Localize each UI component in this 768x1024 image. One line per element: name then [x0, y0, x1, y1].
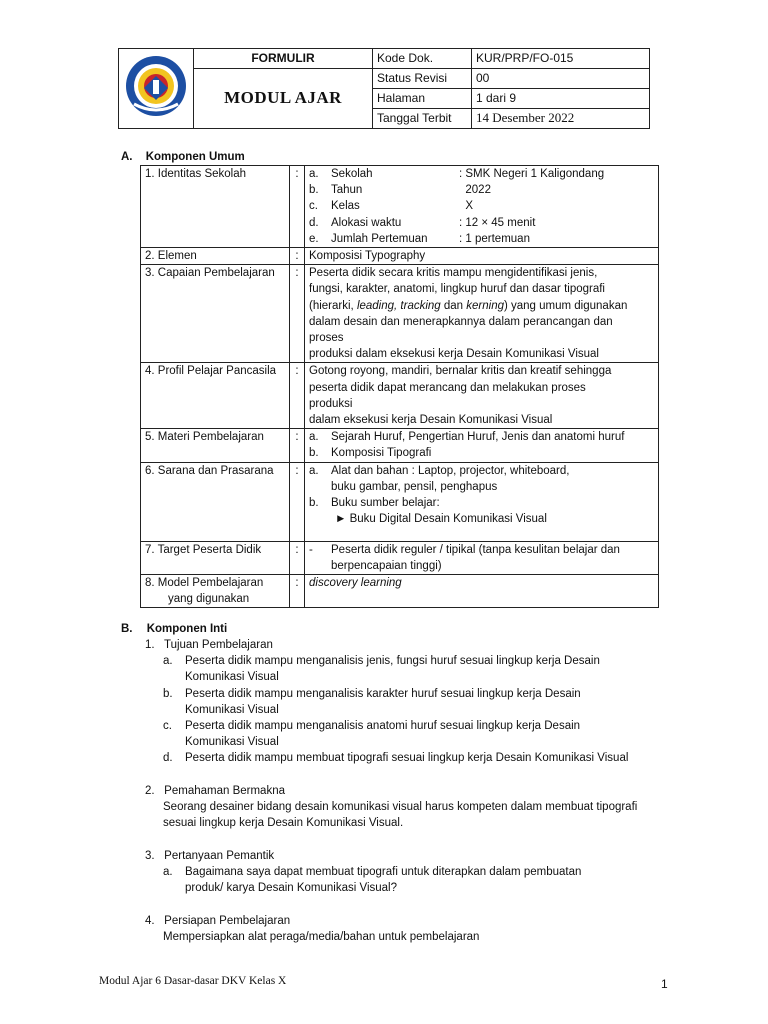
- list-item: b. Tahun 2022: [309, 184, 491, 197]
- list-item: Komunikasi Visual: [185, 703, 279, 716]
- pemahaman-title: 2. Pemahaman Bermakna: [145, 785, 285, 797]
- colon: :: [290, 265, 305, 363]
- table-row: [141, 265, 659, 363]
- list-item: d. Alokasi waktu : 12 × 45 menit: [309, 216, 536, 229]
- capaian-value: Peserta didik secara kritis mampu mengidentifikasi jenis, fungsi, karakter, anatomi, lingkup huruf dan dasar tipografi (hierarki, leading, tracking dan kerning) yang umum digunakan dalam desain dan menerapkannya dalam perancangan dan proses produksi dalam eksekusi kerja Desain Komunikasi Visual: [305, 265, 659, 363]
- table-row: [141, 363, 659, 429]
- target-value: - Peserta didik reguler / tipikal (tanpa kesulitan belajar dan berpencapaian tinggi): [305, 541, 659, 574]
- model-label: 8. Model Pembelajaran yang digunakan: [141, 575, 290, 608]
- list-item: Komunikasi Visual: [185, 736, 279, 749]
- materi-value: [305, 429, 659, 462]
- doc-code-key: Kode Dok.: [373, 49, 472, 69]
- identitas-label: 1. Identitas Sekolah: [141, 166, 290, 248]
- list-item: e. Jumlah Pertemuan : 1 pertemuan: [309, 232, 530, 245]
- capaian-label: 3. Capaian Pembelajaran: [141, 265, 290, 363]
- identitas-values: [305, 166, 659, 248]
- persiapan-line: Mempersiapkan alat peraga/media/bahan untuk pembelajaran: [163, 931, 480, 944]
- tujuan-title: 1. Tujuan Pembelajaran: [145, 639, 273, 651]
- list-item: a. Bagaimana saya dapat membuat tipografi untuk diterapkan dalam pembuatan: [163, 866, 582, 879]
- table-row: [141, 575, 659, 608]
- status-revisi-value: 00: [472, 69, 650, 89]
- sarana-label: 6. Sarana dan Prasarana: [141, 462, 290, 541]
- logo-cell: [119, 49, 194, 129]
- doc-code-value: KUR/PRP/FO-015: [472, 49, 650, 69]
- colon: :: [290, 166, 305, 248]
- section-b-title: Komponen Inti: [146, 623, 228, 635]
- komponen-umum-table: [140, 165, 659, 608]
- list-item: a. Peserta didik mampu menganalisis jenis, fungsi huruf sesuai lingkup kerja Desain: [163, 655, 600, 668]
- table-row: [141, 248, 659, 265]
- list-item: Komunikasi Visual: [185, 671, 279, 684]
- table-row: [141, 462, 659, 541]
- colon: :: [290, 575, 305, 608]
- footer-text: Modul Ajar 6 Dasar-dasar DKV Kelas X: [99, 975, 287, 987]
- pemahaman-bermakna: [145, 783, 665, 832]
- section-b-letter: B.: [121, 623, 133, 635]
- pertanyaan-title: 3. Pertanyaan Pemantik: [145, 850, 275, 862]
- colon: :: [290, 541, 305, 574]
- persiapan-title: 4. Persiapan Pembelajaran: [145, 915, 291, 927]
- list-item: d. Peserta didik mampu membuat tipografi sesuai lingkup kerja Desain Komunikasi Visual: [163, 752, 629, 765]
- pemahaman-line: Seorang desainer bidang desain komunikasi visual harus kompeten dalam membuat tipografi: [163, 801, 638, 814]
- colon: :: [290, 248, 305, 265]
- pertanyaan-pemantik: [145, 848, 665, 897]
- list-item: a. Sekolah : SMK Negeri 1 Kaligondang: [309, 168, 605, 180]
- model-value: discovery learning: [305, 575, 659, 608]
- halaman-key: Halaman: [373, 89, 472, 109]
- persiapan-pembelajaran: [145, 913, 665, 945]
- halaman-value: 1 dari 9: [472, 89, 650, 109]
- form-header-table: [118, 48, 650, 129]
- tanggal-terbit-key: Tanggal Terbit: [373, 109, 472, 129]
- list-item: produk/ karya Desain Komunikasi Visual?: [185, 882, 398, 895]
- list-item: c. Peserta didik mampu menganalisis anatomi huruf sesuai lingkup kerja Desain: [163, 720, 581, 733]
- sarana-value: a. Alat dan bahan : Laptop, projector, whiteboard, buku gambar, pensil, penghapus b. Buku sumber belajar: ► Buku Digital Desain Komunikasi Visual: [305, 462, 659, 541]
- table-row: [141, 541, 659, 574]
- profil-label: 4. Profil Pelajar Pancasila: [141, 363, 290, 429]
- target-label: 7. Target Peserta Didik: [141, 541, 290, 574]
- section-a-letter: A.: [121, 151, 133, 163]
- page-number: 1: [661, 977, 668, 991]
- elemen-value: Komposisi Typography: [305, 248, 659, 265]
- colon: :: [290, 363, 305, 429]
- list-item: b. Peserta didik mampu menganalisis karakter huruf sesuai lingkup kerja Desain: [163, 687, 581, 700]
- form-label: FORMULIR: [194, 49, 373, 69]
- section-b-heading: [121, 621, 227, 637]
- list-item: a. Sejarah Huruf, Pengertian Huruf, Jenis dan anatomi huruf: [309, 431, 625, 444]
- status-revisi-key: Status Revisi: [373, 69, 472, 89]
- section-a-heading: [121, 149, 245, 165]
- doc-title: MODUL AJAR: [194, 69, 373, 129]
- list-item: b. Komposisi Tipografi: [309, 447, 432, 460]
- table-row: [141, 429, 659, 462]
- list-item: c. Kelas X: [309, 200, 474, 213]
- tujuan-pembelajaran: [145, 637, 665, 767]
- table-row: [141, 166, 659, 248]
- colon: :: [290, 462, 305, 541]
- school-logo-icon: [124, 54, 188, 118]
- materi-label: 5. Materi Pembelajaran: [141, 429, 290, 462]
- pemahaman-line: sesuai lingkup kerja Desain Komunikasi Visual.: [163, 817, 404, 830]
- profil-value: Gotong royong, mandiri, bernalar kritis dan kreatif sehingga peserta didik dapat merancang dan melakukan proses produksi dalam eksekusi kerja Desain Komunikasi Visual: [305, 363, 659, 429]
- tanggal-terbit-value: 14 Desember 2022: [472, 109, 650, 129]
- colon: :: [290, 429, 305, 462]
- section-a-title: Komponen Umum: [145, 151, 245, 163]
- elemen-label: 2. Elemen: [141, 248, 290, 265]
